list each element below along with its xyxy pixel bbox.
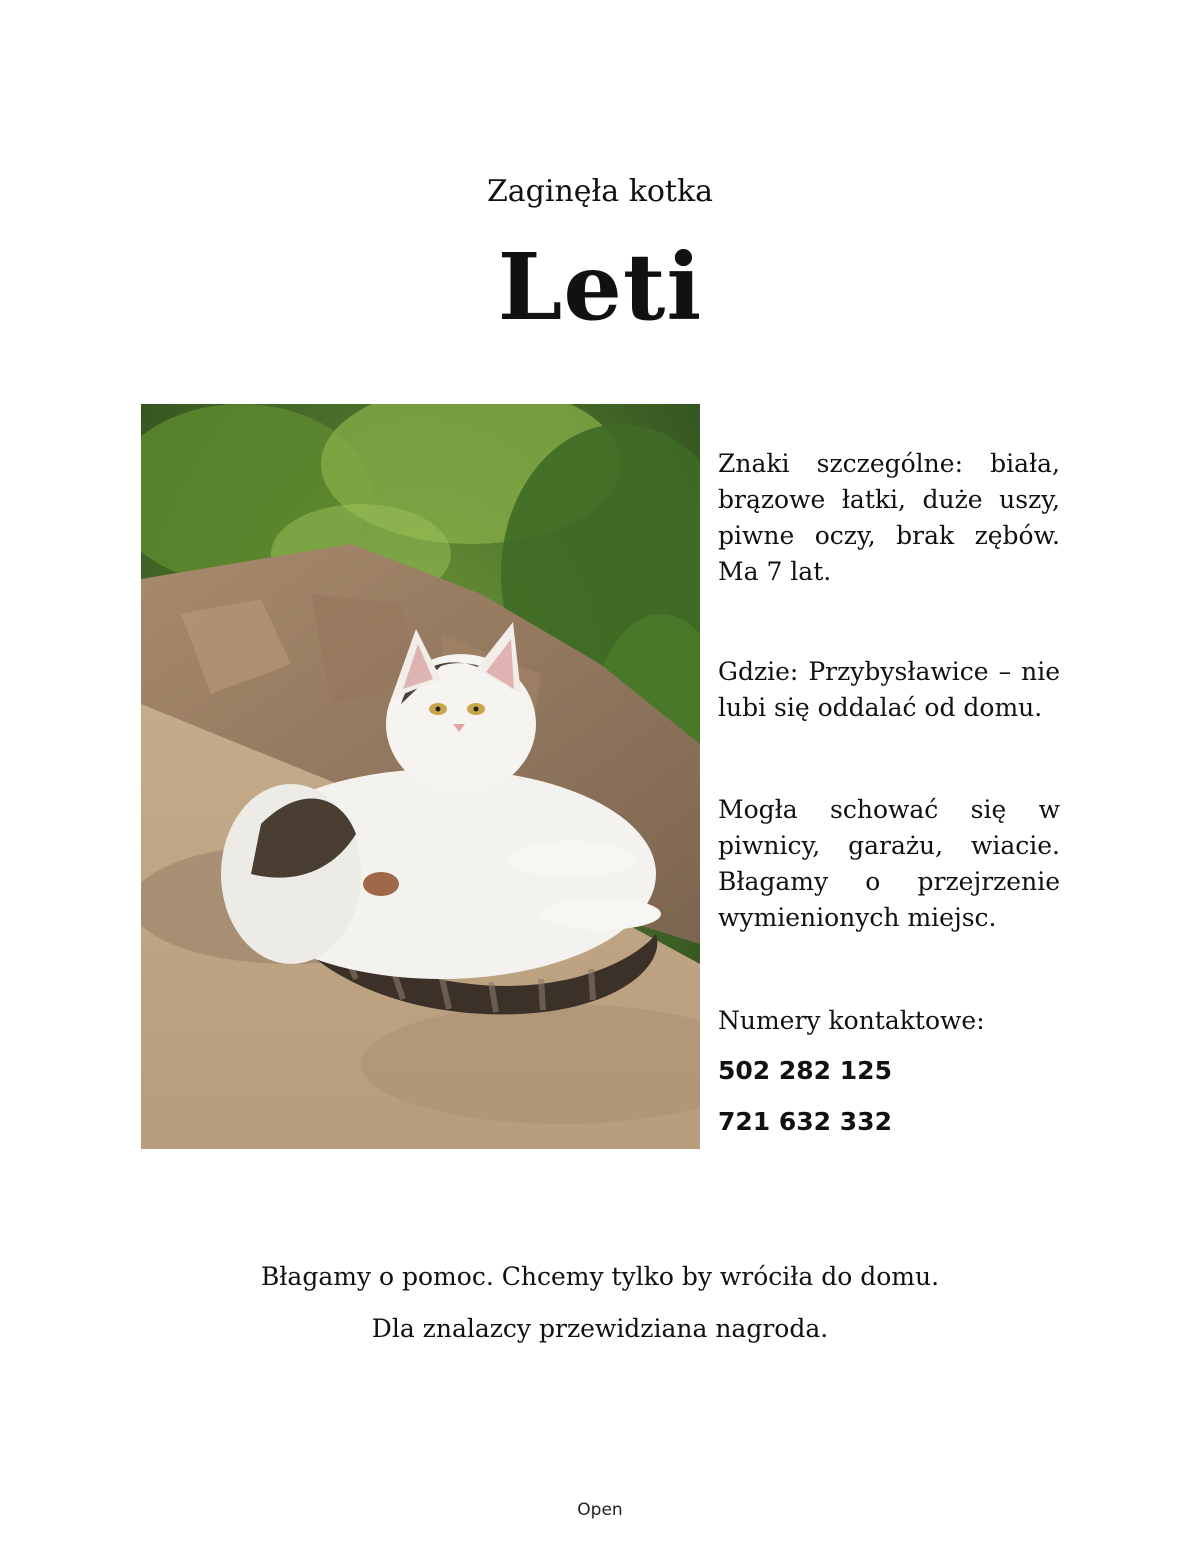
contacts-label: Numery kontaktowe: <box>718 1006 985 1035</box>
plea-text: Błagamy o pomoc. Chcemy tylko by wróciła do domu. <box>260 1262 940 1291</box>
poster-subtitle: Zaginęła kotka <box>486 174 714 209</box>
phone-number[interactable]: 721 632 332 <box>718 1107 892 1136</box>
open-button[interactable]: Open <box>577 1500 623 1520</box>
reward-text: Dla znalazcy przewidziana nagroda. <box>371 1314 829 1343</box>
poster-title: Leti <box>497 233 703 341</box>
phone-number[interactable]: 502 282 125 <box>718 1056 892 1085</box>
cat-photo <box>141 404 700 1149</box>
location-text: Gdzie: Przybysławice – nie lubi się oddalać od domu. <box>718 657 1060 722</box>
hiding-places-text: Mogła schować się w piwnicy, garażu, wiacie. Błagamy o przejrzenie wymienionych miejsc. <box>718 795 1060 932</box>
description-text: Znaki szczególne: biała, brązowe łatki, duże uszy, piwne oczy, brak zębów. Ma 7 lat. <box>718 449 1060 586</box>
